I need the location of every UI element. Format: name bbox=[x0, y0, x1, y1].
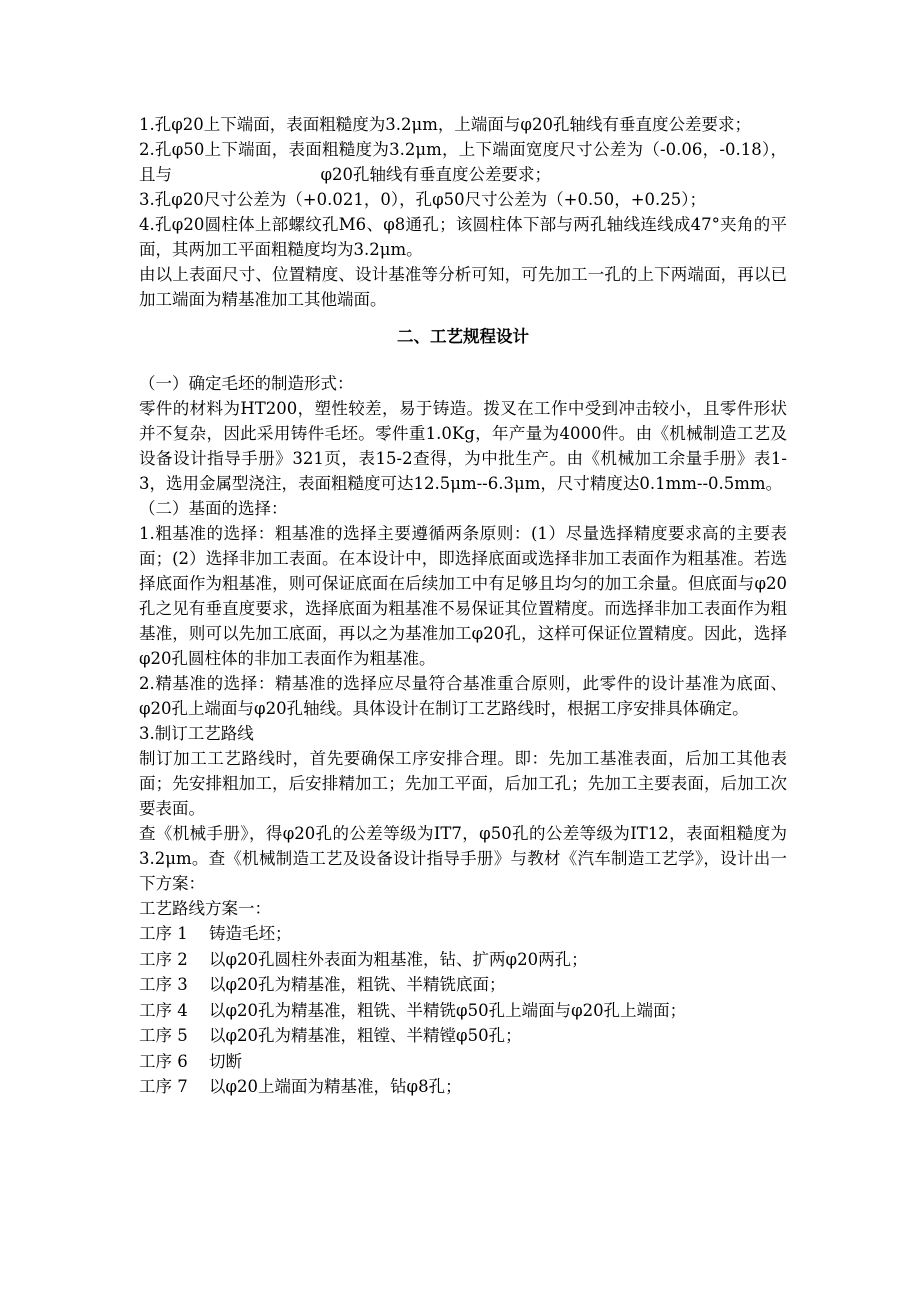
blank-form-heading: （一）确定毛坯的制造形式： bbox=[139, 374, 354, 393]
step-text: 铸造毛坯； bbox=[209, 924, 292, 943]
process-step bbox=[139, 1049, 787, 1075]
route-reference: 查《机械手册》，得φ20孔的公差等级为IT7，φ50孔的公差等级为IT12，表面粗糙度为3.2μm。查《机械制造工艺及设备设计指导手册》与教材《汽车制造工艺学》，设计出一下方案： bbox=[139, 824, 787, 893]
requirement-2: 2.孔φ50上下端面，表面粗糙度为3.2μm，上下端面宽度尺寸公差为（-0.06，-0.18），且与 φ20孔轴线有垂直度公差要求； bbox=[139, 140, 787, 184]
process-step bbox=[139, 921, 787, 947]
datum-heading: （二）基面的选择： bbox=[139, 499, 288, 518]
fine-datum-text: 2.精基准的选择：精基准的选择应尽量符合基准重合原则，此零件的设计基准为底面、φ20孔上端面与φ20孔轴线。具体设计在制订工艺路线时，根据工序安排具体确定。 bbox=[139, 674, 787, 718]
section-title: 二、工艺规程设计 bbox=[397, 327, 529, 346]
requirement-1: 1.孔φ20上下端面，表面粗糙度为3.2μm，上端面与φ20孔轴线有垂直度公差要求； bbox=[139, 115, 751, 134]
analysis-conclusion: 由以上表面尺寸、位置精度、设计基准等分析可知，可先加工一孔的上下两端面，再以已加工端面为精基准加工其他端面。 bbox=[139, 265, 787, 309]
rough-datum-text: 1.粗基准的选择：粗基准的选择主要遵循两条原则：(1）尽量选择精度要求高的主要表面；(2）选择非加工表面。在本设计中，即选择底面或选择非加工表面作为粗基准。若选择底面作为粗基准，则可保证底面在后续加工中有足够且均匀的加工余量。但底面与φ20孔之见有垂直度要求，选择底面为粗基准不易保证其位置精度。而选择非加工表面作为粗基准，则可以先加工底面，再以之为基准加工φ20孔，这样可保证位置精度。因此，选择φ20孔圆柱体的非加工表面作为粗基准。 bbox=[139, 524, 787, 668]
step-text: 以φ20孔为精基准，粗镗、半精镗φ50孔； bbox=[209, 1026, 522, 1045]
step-number: 工序 2 bbox=[139, 949, 188, 969]
route-intro: 制订加工工艺路线时，首先要确保工序安排合理。即：先加工基准表面，后加工其他表面；先安排粗加工，后安排精加工；先加工平面，后加工孔；先加工主要表面，后加工次要表面。 bbox=[139, 749, 787, 818]
step-number: 工序 4 bbox=[139, 1000, 188, 1020]
process-step bbox=[139, 972, 787, 998]
step-number: 工序 1 bbox=[139, 924, 188, 943]
step-number: 工序 3 bbox=[139, 975, 188, 994]
document-page bbox=[139, 112, 787, 1100]
step-text: 以φ20孔为精基准，粗铣、半精铣底面； bbox=[209, 975, 506, 994]
step-text: 以φ20孔为精基准，粗铣、半精铣φ50孔上端面与φ20孔上端面； bbox=[209, 1000, 687, 1020]
requirement-4: 4.孔φ20圆柱体上部螺纹孔M6、φ8通孔；该圆柱体下部与两孔轴线连线成47°夹角的平面，其两加工平面粗糙度均为3.2μm。 bbox=[139, 215, 787, 259]
process-step bbox=[139, 1023, 787, 1049]
step-number: 工序 5 bbox=[139, 1026, 188, 1045]
plan-title: 工艺路线方案一： bbox=[139, 899, 271, 918]
process-step bbox=[139, 998, 787, 1024]
step-number: 工序 6 bbox=[139, 1051, 188, 1071]
step-number: 工序 7 bbox=[139, 1077, 188, 1096]
step-text: 以φ20上端面为精基准，钻φ8孔； bbox=[209, 1077, 462, 1096]
process-step bbox=[139, 947, 787, 973]
step-text: 切断 bbox=[209, 1051, 242, 1071]
step-text: 以φ20孔圆柱外表面为粗基准，钻、扩两φ20两孔； bbox=[209, 949, 588, 969]
blank-form-text: 零件的材料为HT200，塑性较差，易于铸造。拨叉在工作中受到冲击较小，且零件形状并不复杂，因此采用铸件毛坯。零件重1.0Kg，年产量为4000件。由《机械制造工艺及设备设计指导手册》321页，表15-2查得，为中批生产。由《机械加工余量手册》表1-3，选用金属型浇注，表面粗糙度可达12.5μm--6.3μm，尺寸精度达0.1mm--0.5mm。 bbox=[139, 399, 787, 493]
route-heading: 3.制订工艺路线 bbox=[139, 724, 254, 743]
requirement-3: 3.孔φ20尺寸公差为（+0.021，0），孔φ50尺寸公差为（+0.50，+0.25）； bbox=[139, 190, 707, 209]
process-step bbox=[139, 1074, 787, 1100]
